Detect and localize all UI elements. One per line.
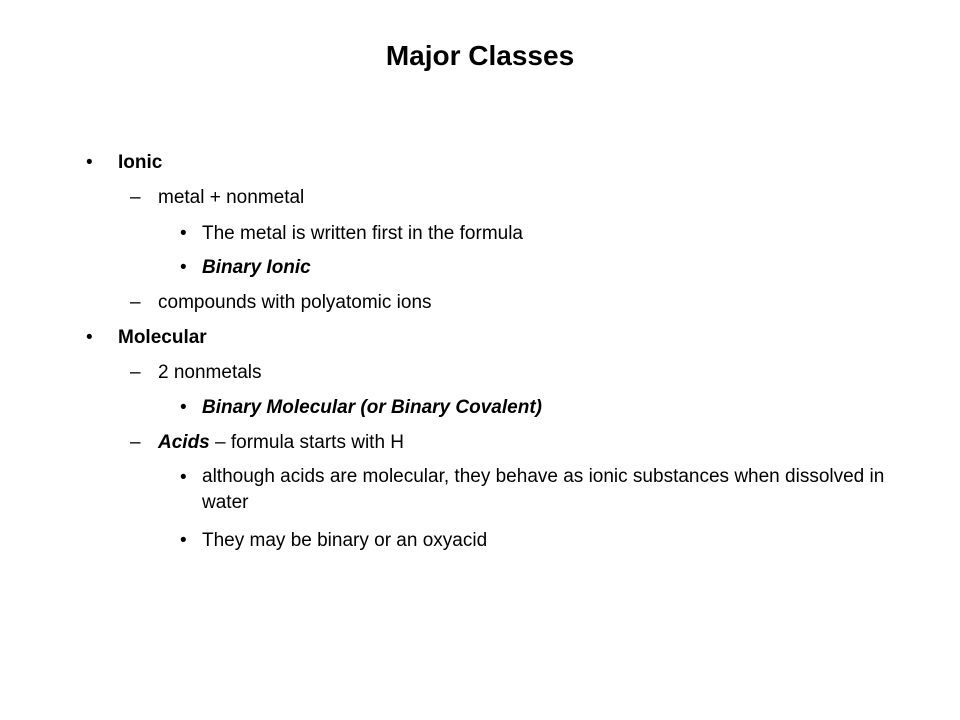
molecular-heading: Molecular: [118, 327, 207, 348]
molecular-sub2: [158, 431, 404, 455]
molecular-sub1: 2 nonmetals: [158, 362, 262, 383]
bullet-icon: •: [180, 223, 187, 244]
dash-icon: –: [130, 362, 141, 383]
acids-description: – formula starts with H: [209, 432, 405, 453]
ionic-sub2: compounds with polyatomic ions: [158, 292, 432, 313]
dash-icon: –: [130, 432, 141, 453]
molecular-sub1-item1: Binary Molecular (or Binary Covalent): [202, 397, 542, 418]
bullet-icon: •: [180, 467, 187, 488]
ionic-sub1-item2: Binary Ionic: [202, 257, 311, 278]
ionic-sub1-item1: The metal is written first in the formula: [202, 223, 523, 244]
bullet-icon: •: [180, 397, 187, 418]
bullet-icon: •: [180, 530, 187, 551]
molecular-sub2-item1: although acids are molecular, they behave as ionic substances when dissolved in water: [202, 466, 885, 513]
dash-icon: –: [130, 187, 141, 208]
bullet-icon: •: [180, 257, 187, 278]
bullet-icon: •: [86, 327, 93, 348]
slide-title: Major Classes: [385, 40, 575, 71]
dash-icon: –: [130, 292, 141, 313]
acids-term: Acids: [158, 432, 210, 453]
bullet-icon: •: [86, 152, 93, 173]
molecular-sub2-item2: They may be binary or an oxyacid: [202, 530, 488, 551]
ionic-sub1: metal + nonmetal: [158, 187, 305, 208]
ionic-heading: Ionic: [118, 152, 163, 173]
